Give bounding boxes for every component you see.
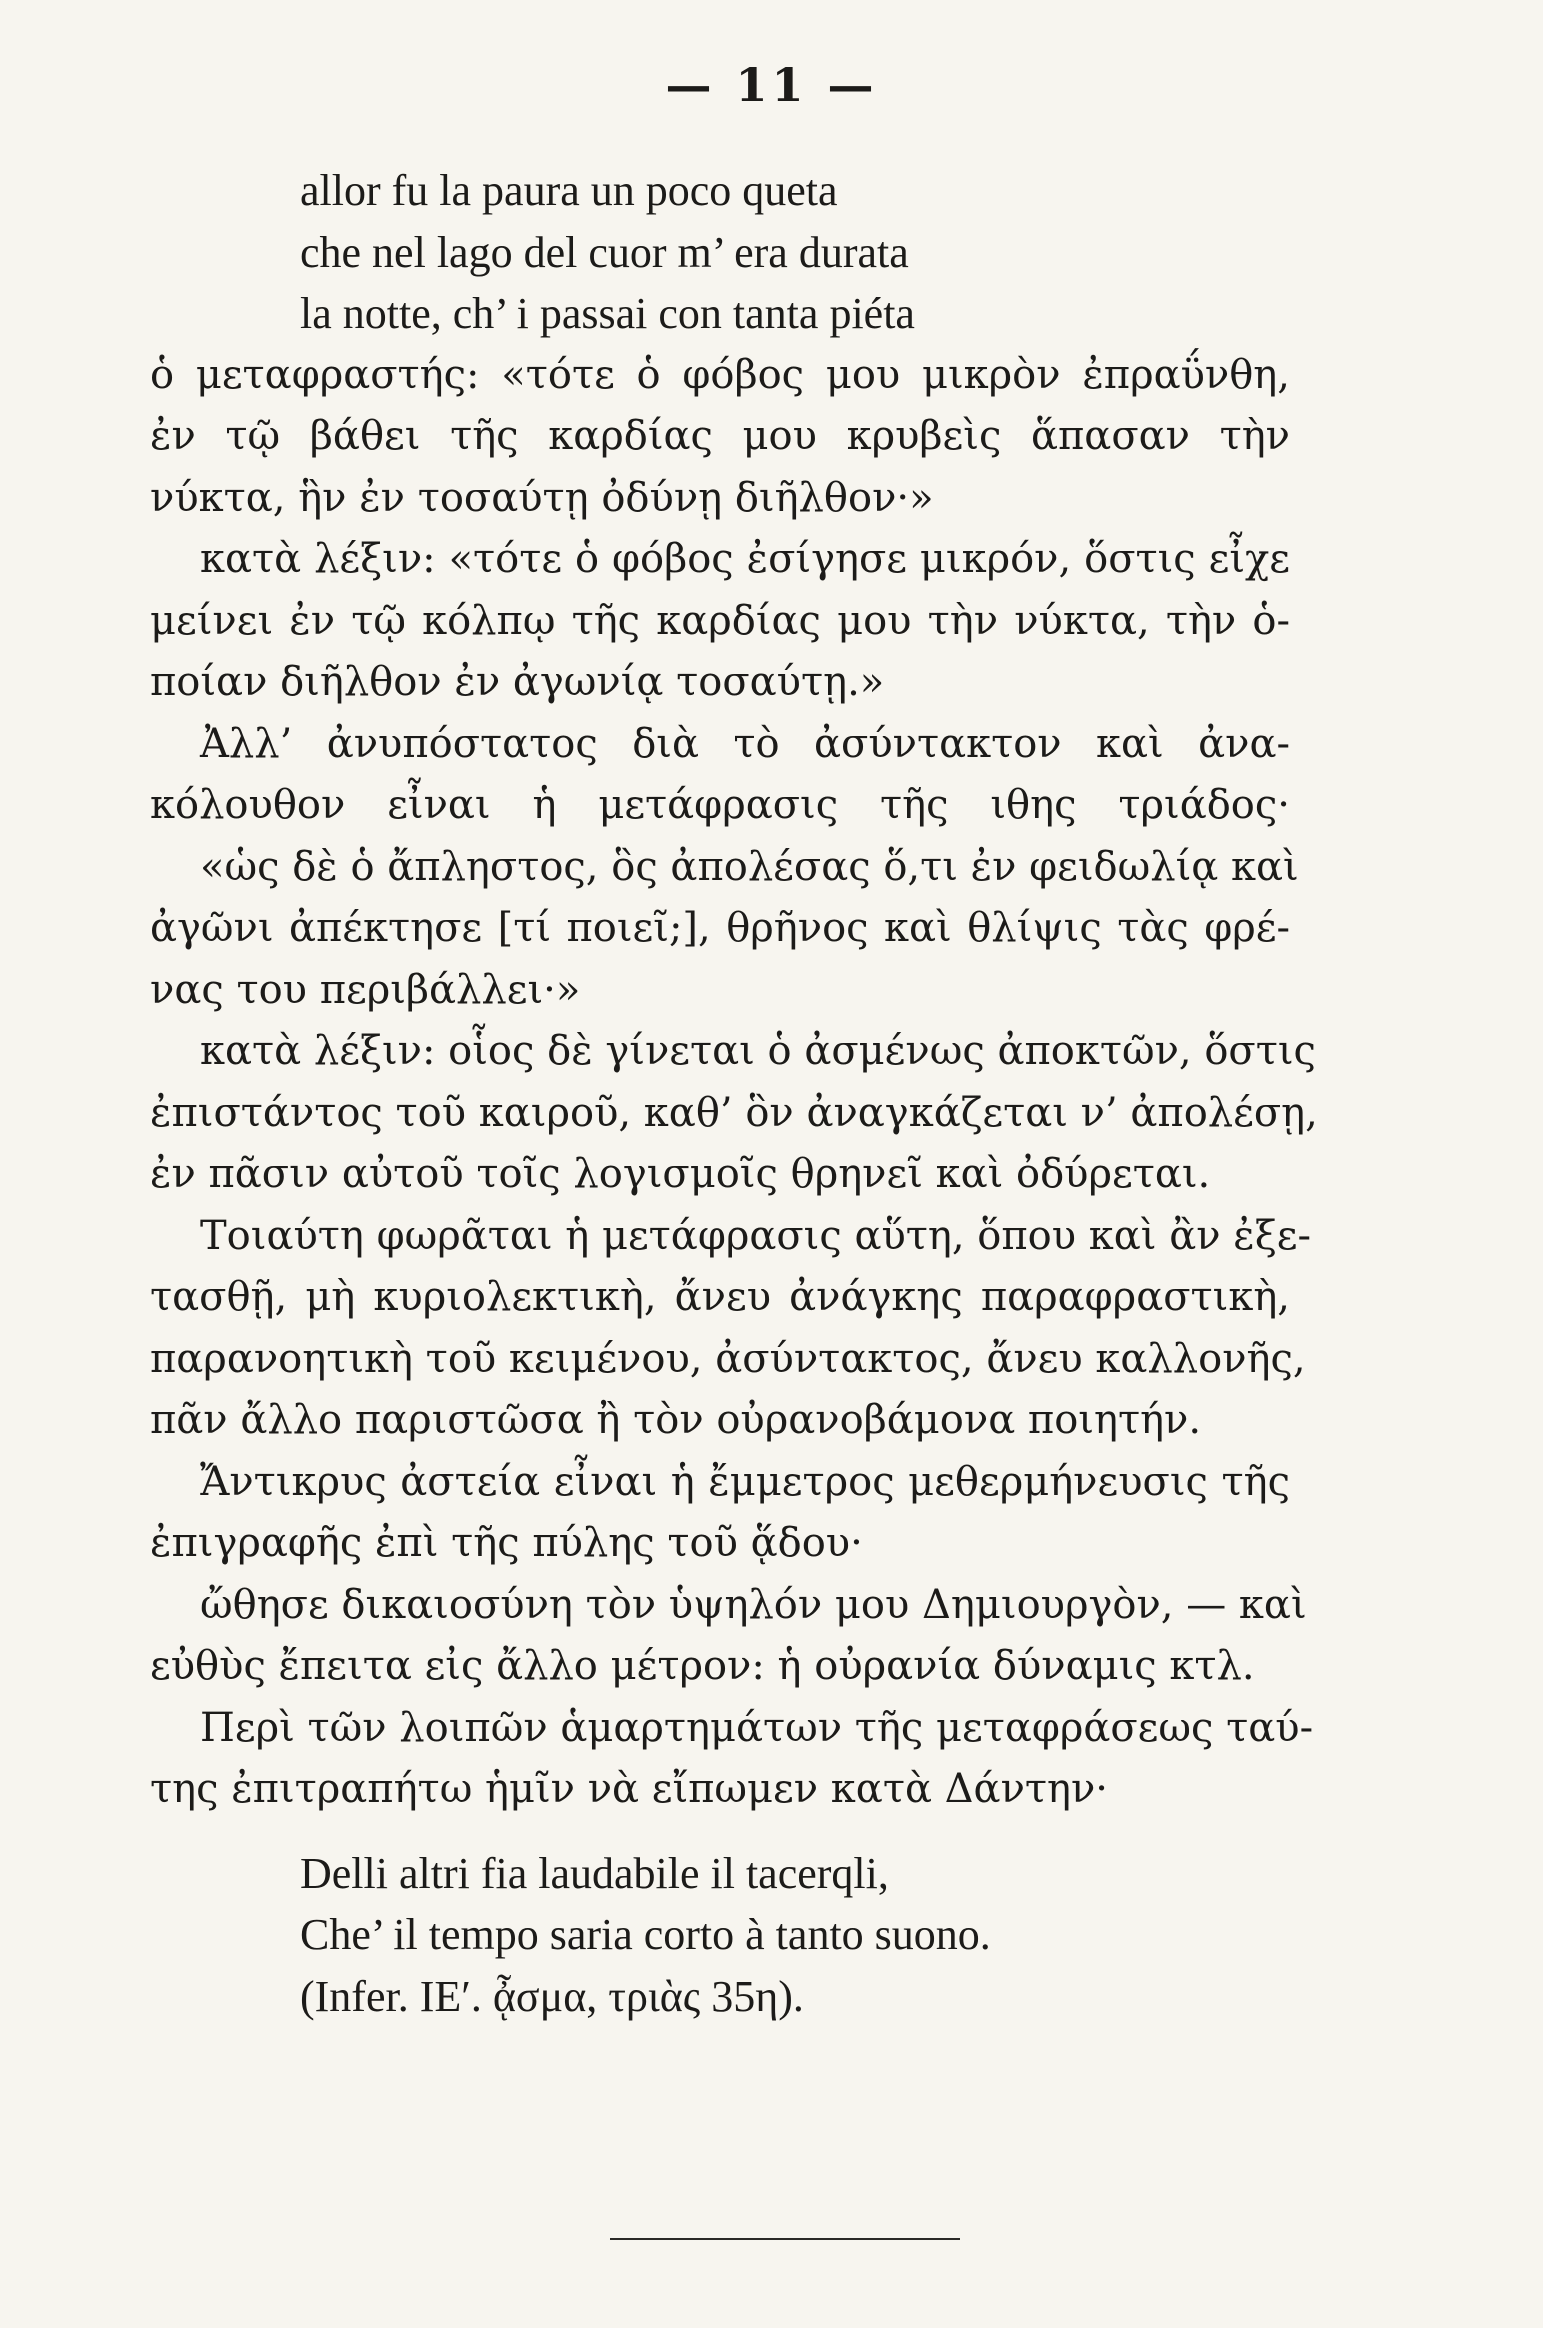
bottom-rule	[610, 2238, 960, 2240]
text-line: εὐθὺς ἔπειτα εἰς ἄλλο μέτρον: ἡ οὐρανία δύναμις κτλ.	[150, 1643, 1255, 1689]
text-line: πᾶν ἄλλο παριστῶσα ἢ τὸν οὐρανοβάμονα ποιητήν.	[150, 1397, 1202, 1443]
text-line: ἐν τῷ βάθει τῆς καρδίας μου κρυβεὶς ἅπασαν τὴν	[150, 413, 1290, 459]
text-line: ὤθησε δικαιοσύνη τὸν ὑψηλόν μου Δημιουργὸν, — καὶ	[200, 1581, 1307, 1628]
text-line: τασθῇ, μὴ κυριολεκτικὴ, ἄνευ ἀνάγκης παραφραστικὴ,	[150, 1274, 1290, 1320]
text-line: Ἀλλ’ ἀνυπόστατος διὰ τὸ ἀσύντακτον καὶ ἀνα-	[200, 720, 1290, 767]
header-dash-left: —	[665, 58, 716, 112]
text-line: νας του περιβάλλει·»	[150, 966, 581, 1013]
text-line: Τοιαύτη φωρᾶται ἡ μετάφρασις αὕτη, ὅπου καὶ ἂν ἐξε-	[200, 1212, 1311, 1259]
verse-line: Delli altri fia laudabile il tacerqli,	[300, 1848, 889, 1898]
text-line: ἐν πᾶσιν αὐτοῦ τοῖς λογισμοῖς θρηνεῖ καὶ ὀδύρεται.	[150, 1151, 1211, 1197]
text-line: κατὰ λέξιν: οἷος δὲ γίνεται ὁ ἀσμένως ἀποκτῶν, ὅστις	[200, 1028, 1316, 1074]
text-line: της ἐπιτραπήτω ἡμῖν νὰ εἴπωμεν κατὰ Δάντην·	[150, 1766, 1109, 1812]
verse-line: che nel lago del cuor m’ era durata	[300, 227, 909, 277]
header-dash-right: —	[827, 58, 878, 112]
page-number: 11	[735, 58, 808, 112]
text-line: νύκτα, ἣν ἐν τοσαύτῃ ὀδύνῃ διῆλθον·»	[150, 474, 934, 521]
page-header	[0, 58, 1543, 112]
text-line: ἀγῶνι ἀπέκτησε [τί ποιεῖ;], θρῆνος καὶ θλίψις τὰς φρέ-	[150, 905, 1290, 951]
verse-line: allor fu la paura un poco queta	[300, 166, 838, 215]
text-line: ὁ μεταφραστής: «τότε ὁ φόβος μου μικρὸν ἐπραΰνθη,	[150, 351, 1290, 398]
text-line: κόλουθον εἶναι ἡ μετάφρασις τῆς ιθης τριάδος·	[150, 782, 1290, 828]
text-line: κατὰ λέξιν: «τότε ὁ φόβος ἐσίγησε μικρόν, ὅστις εἶχε	[200, 536, 1290, 582]
text-line: «ὡς δὲ ὁ ἄπληστος, ὃς ἀπολέσας ὅ,τι ἐν φειδωλίᾳ καὶ	[200, 843, 1299, 890]
text-line: παρανοητικὴ τοῦ κειμένου, ἀσύντακτος, ἄνευ καλλονῆς,	[150, 1335, 1306, 1382]
page-body	[150, 160, 1318, 2027]
verse-spacer	[150, 1821, 1290, 1843]
citation-line: (Infer. ΙΕ′. ᾆσμα, τριὰς 35η).	[300, 1971, 804, 2021]
text-line: μείνει ἐν τῷ κόλπῳ τῆς καρδίας μου τὴν νύκτα, τὴν ὁ-	[150, 597, 1290, 644]
text-line: ποίαν διῆλθον ἐν ἀγωνίᾳ τοσαύτῃ.»	[150, 659, 885, 705]
text-line: Ἄντικρυς ἀστεία εἶναι ἡ ἔμμετρος μεθερμήνευσις τῆς	[200, 1458, 1290, 1505]
verse-line: Che’ il tempo saria corto à tanto suono.	[300, 1910, 991, 1959]
text-line: ἐπιγραφῆς ἐπὶ τῆς πύλης τοῦ ᾅδου·	[150, 1520, 863, 1566]
text-line: Περὶ τῶν λοιπῶν ἁμαρτημάτων τῆς μεταφράσεως ταύ-	[200, 1704, 1314, 1751]
text-line: ἐπιστάντος τοῦ καιροῦ, καθ’ ὃν ἀναγκάζεται ν’ ἀπολέσῃ,	[150, 1089, 1318, 1136]
verse-line: la notte, ch’ i passai con tanta piéta	[300, 289, 915, 338]
